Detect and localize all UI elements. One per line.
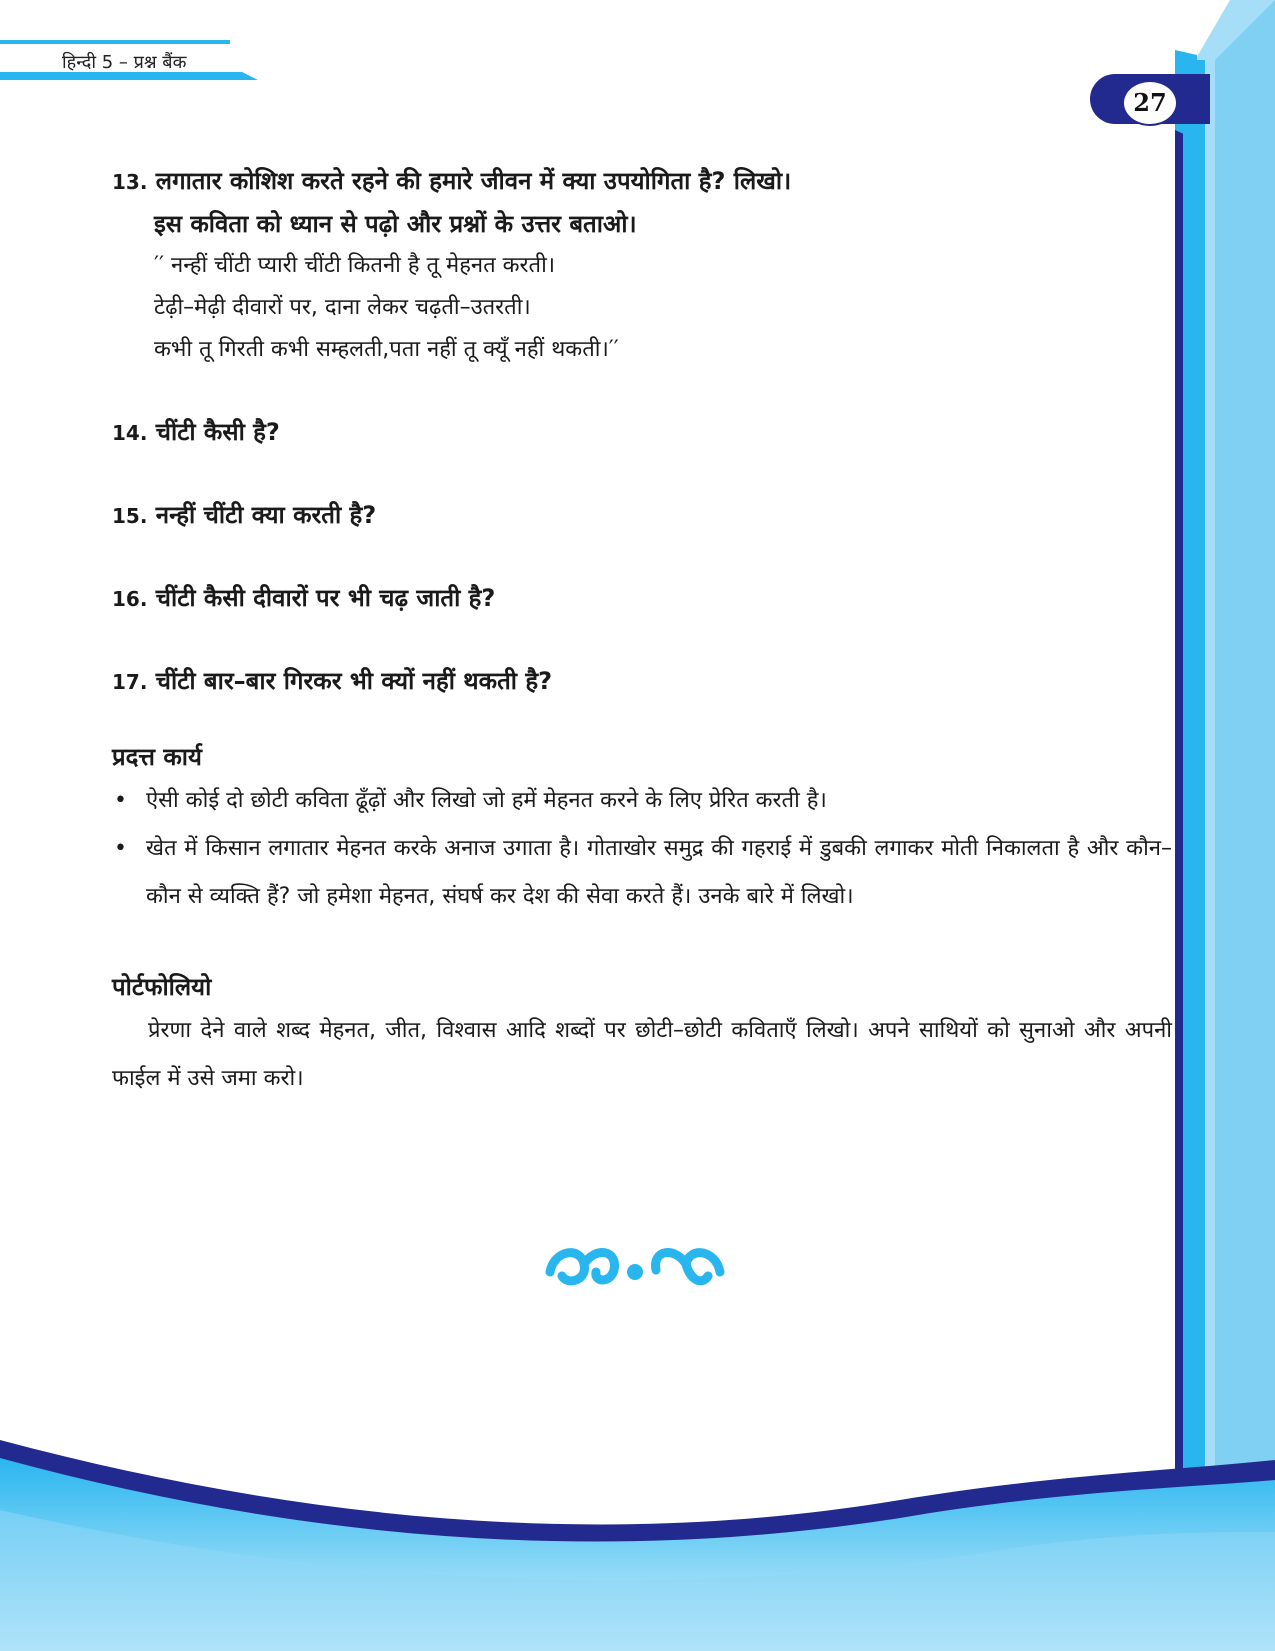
main-content [112, 160, 1172, 1103]
assignment-title: प्रदत्त कार्य [112, 743, 202, 771]
page-number: 27 [1122, 80, 1178, 126]
question-text: चींटी कैसी है? [155, 418, 280, 446]
question-text: चींटी कैसी दीवारों पर भी चढ़ जाती है? [155, 584, 496, 612]
question-text: नन्हीं चींटी क्या करती है? [155, 501, 377, 529]
portfolio-title: पोर्टफोलियो [112, 973, 212, 1001]
poem-instruction: इस कविता को ध्यान से पढ़ो और प्रश्नों के उत्तर बताओ। [154, 210, 637, 238]
poem-line: टेढ़ी–मेढ़ी दीवारों पर, दाना लेकर चढ़ती–उतरती। [154, 295, 531, 320]
question-16 [112, 577, 1172, 620]
poem-line: कभी तू गिरती कभी सम्हलती,पता नहीं तू क्यूँ नहीं थकती।′′ [154, 337, 619, 362]
list-item [112, 825, 1172, 921]
bullet: • [114, 788, 127, 813]
bottom-decoration [0, 1440, 1275, 1651]
question-number: 14. [112, 421, 148, 445]
list-item-text: ऐसी कोई दो छोटी कविता ढूँढ़ों और लिखो जो हमें मेहनत करने के लिए प्रेरित करती है। [146, 788, 827, 813]
assignment-list [112, 777, 1172, 921]
question-number: 15. [112, 504, 148, 528]
side-decoration [1175, 0, 1275, 1651]
question-text: लगातार कोशिश करते रहने की हमारे जीवन में क्या उपयोगिता है? लिखो। [155, 167, 792, 195]
question-13 [112, 160, 1172, 203]
question-17 [112, 660, 1172, 703]
list-item-text: खेत में किसान लगातार मेहनत करके अनाज उगाता है। गोताखोर समुद्र की गहराई में डुबकी लगाकर मोती निकालता है और कौन–कौन से व्यक्ति हैं? जो हमेशा मेहनत, संघर्ष कर देश की सेवा करते हैं। उनके बारे में लिखो। [146, 836, 1172, 909]
question-number: 13. [112, 170, 148, 194]
question-15 [112, 494, 1172, 537]
question-number: 16. [112, 587, 148, 611]
list-item [112, 777, 1172, 825]
portfolio-text: प्रेरणा देने वाले शब्द मेहनत, जीत, विश्वास आदि शब्दों पर छोटी–छोटी कविताएँ लिखो। अपने साथियों को सुनाओ और अपनी फाईल में उसे जमा करो। [112, 1018, 1172, 1091]
question-text: चींटी बार–बार गिरकर भी क्यों नहीं थकती है? [155, 667, 552, 695]
question-number: 17. [112, 670, 148, 694]
bullet: • [114, 836, 127, 861]
header-title: हिन्दी 5 – प्रश्न बैंक [62, 52, 187, 73]
poem-line: ′′ नन्हीं चींटी प्यारी चींटी कितनी है तू मेहनत करती। [154, 253, 556, 278]
ornament-divider [540, 1236, 730, 1296]
question-14 [112, 411, 1172, 454]
